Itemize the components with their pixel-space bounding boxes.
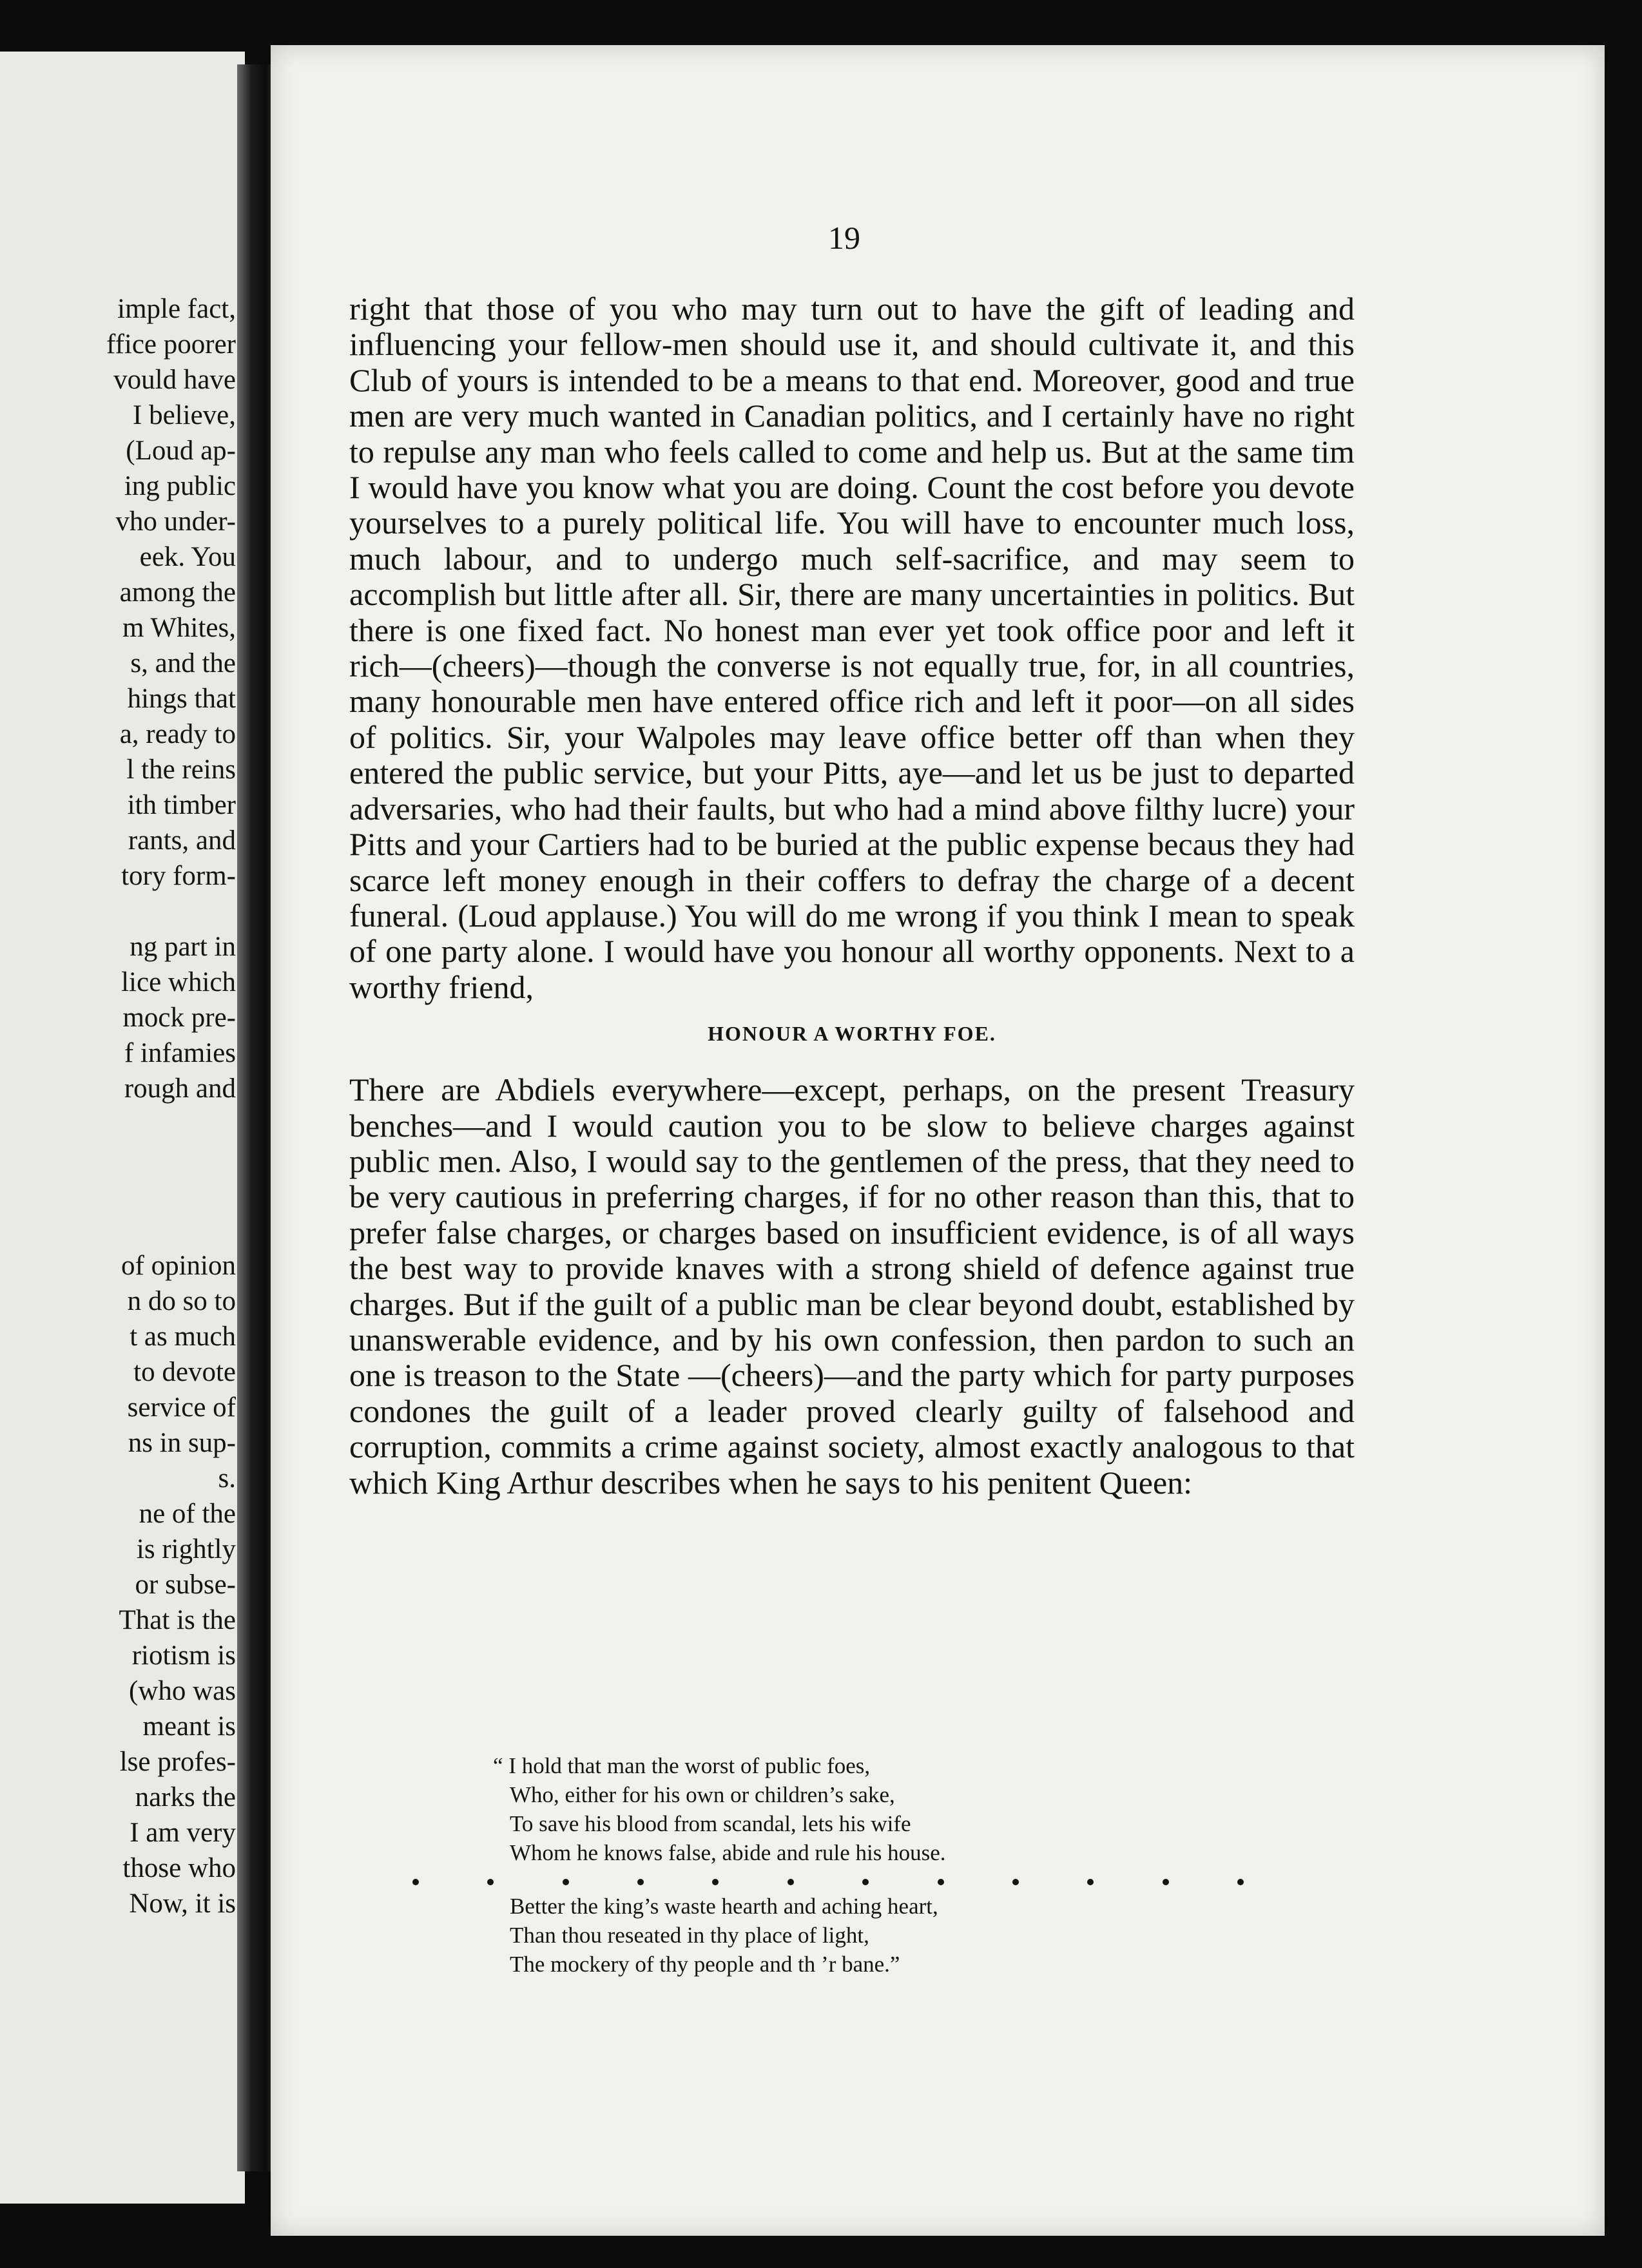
- facing-page-text: [0, 291, 236, 1921]
- facing-page-line: [0, 1213, 236, 1248]
- poem-line: Better the king’s waste hearth and aching heart,: [510, 1894, 938, 1919]
- facing-page-line: s, and the: [130, 648, 236, 678]
- facing-page-line: riotism is: [131, 1640, 236, 1671]
- facing-page-line: meant is: [142, 1711, 236, 1742]
- poem-stanza-1: [493, 1751, 1331, 1867]
- facing-page-line: Now, it is: [129, 1888, 236, 1919]
- facing-page-line: imple fact,: [117, 294, 236, 324]
- facing-page-line: ng part in: [130, 932, 236, 962]
- facing-page-line: hings that: [127, 684, 236, 714]
- facing-page-line: tory form-: [121, 861, 236, 891]
- section-heading: HONOUR A WORTHY FOE.: [708, 1022, 996, 1046]
- facing-page-line: ffice poorer: [106, 329, 236, 360]
- poem-line: The mockery of thy people and th ’r bane.”: [510, 1952, 900, 1977]
- facing-page-line: lse profes-: [119, 1747, 236, 1777]
- facing-page-line: (who was: [129, 1676, 236, 1706]
- facing-page-line: [0, 1142, 236, 1177]
- ellipsis-dots-row: [412, 1879, 1244, 1885]
- facing-page-line: [0, 1177, 236, 1213]
- facing-page-line: rough and: [124, 1073, 236, 1104]
- poem-line: To save his blood from scandal, lets his wife: [510, 1811, 911, 1836]
- facing-page-line: lice which: [121, 967, 236, 997]
- facing-page-line: mock pre-: [122, 1003, 236, 1033]
- facing-page-line: t as much: [130, 1321, 236, 1352]
- poem-line: “ I hold that man the worst of public foes,: [493, 1753, 871, 1778]
- facing-page-line: That is the: [119, 1605, 236, 1635]
- facing-page-line: ing public: [124, 471, 236, 501]
- facing-page-line: [0, 894, 236, 929]
- facing-page-line: n do so to: [127, 1286, 236, 1316]
- facing-page-line: I believe,: [133, 400, 236, 430]
- facing-page-line: those who: [122, 1853, 236, 1883]
- poem-stanza-2: [493, 1892, 1331, 1979]
- page-right: [271, 45, 1605, 2236]
- facing-page-line: among the: [119, 577, 236, 608]
- facing-page-line: is rightly: [136, 1534, 236, 1564]
- facing-page-line: narks the: [135, 1782, 236, 1812]
- poem-quote: [493, 1751, 1331, 1979]
- facing-page-line: ns in sup-: [128, 1428, 236, 1458]
- facing-page-line: to devote: [133, 1357, 236, 1387]
- facing-page-line: of opinion: [121, 1251, 236, 1281]
- facing-page-line: or subse-: [135, 1570, 236, 1600]
- facing-page-line: vould have: [113, 365, 236, 395]
- body-text: [349, 291, 1355, 1501]
- facing-page-line: service of: [127, 1392, 236, 1423]
- poem-line: Than thou reseated in thy place of light,: [510, 1923, 869, 1948]
- facing-page-line: eek. You: [139, 542, 236, 572]
- facing-page-line: [0, 1106, 236, 1142]
- facing-page-line: rants, and: [128, 825, 236, 856]
- facing-page-line: a, ready to: [119, 719, 236, 749]
- facing-page-line: (Loud ap-: [126, 436, 236, 466]
- facing-page-line: s.: [218, 1463, 236, 1494]
- facing-page-left: [0, 52, 245, 2204]
- facing-page-line: f infamies: [124, 1038, 236, 1068]
- facing-page-line: ith timber: [127, 790, 236, 820]
- page-number: 19: [828, 220, 860, 256]
- facing-page-line: m Whites,: [122, 613, 236, 643]
- poem-line: Whom he knows false, abide and rule his house.: [510, 1840, 946, 1865]
- facing-page-line: vho under-: [115, 506, 236, 537]
- facing-page-line: ne of the: [139, 1499, 236, 1529]
- facing-page-line: I am very: [130, 1818, 236, 1848]
- facing-page-line: l the reins: [126, 754, 236, 785]
- poem-line: Who, either for his own or children’s sake,: [510, 1782, 895, 1807]
- paragraph-1: right that those of you who may turn out to have the gift of leading and influencing your fellow-men should use it, and should cultivate it, and this Club of yours is intended to be a means to that end. Moreover, good and true men are very much wanted in Canadian politics, and I certainly have no right to repulse any man who feels called to come and help us. But at the same tim I would have you know what you are doing. Count the cost before you devote yourselves to a purely political life. You will have to encounter much loss, much labour, and to undergo much self-sacrifice, and may seem to accomplish but little after all. Sir, there are many uncertainties in politics. But there is one fixed fact. No honest man ever yet took office poor and left it rich—(cheers)—though the converse is not equally true, for, in all countries, many honourable men have entered office rich and left it poor—on all sides of politics. Sir, your Walpoles may leave office better off than when they entered the public service, but your Pitts, aye—and let us be just to departed adversaries, who had their faults, but who had a mind above filthy lucre) your Pitts and your Cartiers had to be buried at the public expense becaus they had scarce left money enough in their coffers to defray the charge of a decent funeral. (Loud applause.) You will do me wrong if you think I mean to speak of one party alone. I would have you honour all worthy opponents. Next to a worthy friend,: [349, 291, 1355, 1005]
- paragraph-2: There are Abdiels everywhere—except, perhaps, on the present Treasury benches—and I would caution you to be slow to believe charges against public men. Also, I would say to the gentlemen of the press, that they need to be very cautious in preferring charges, if for no other reason than this, that to prefer false charges, or charges based on insufficient evidence, is of all ways the best way to provide knaves with a strong shield of defence against true charges. But if the guilt of a public man be clear beyond doubt, established by unanswerable evidence, and by his own confession, then pardon to such an one is treason to the State —(cheers)—and the party which for party purposes condones the guilt of a leader proved clearly guilty of falsehood and corruption, commits a crime against society, almost exactly analogous to that which King Arthur describes when he says to his penitent Queen:: [349, 1072, 1355, 1501]
